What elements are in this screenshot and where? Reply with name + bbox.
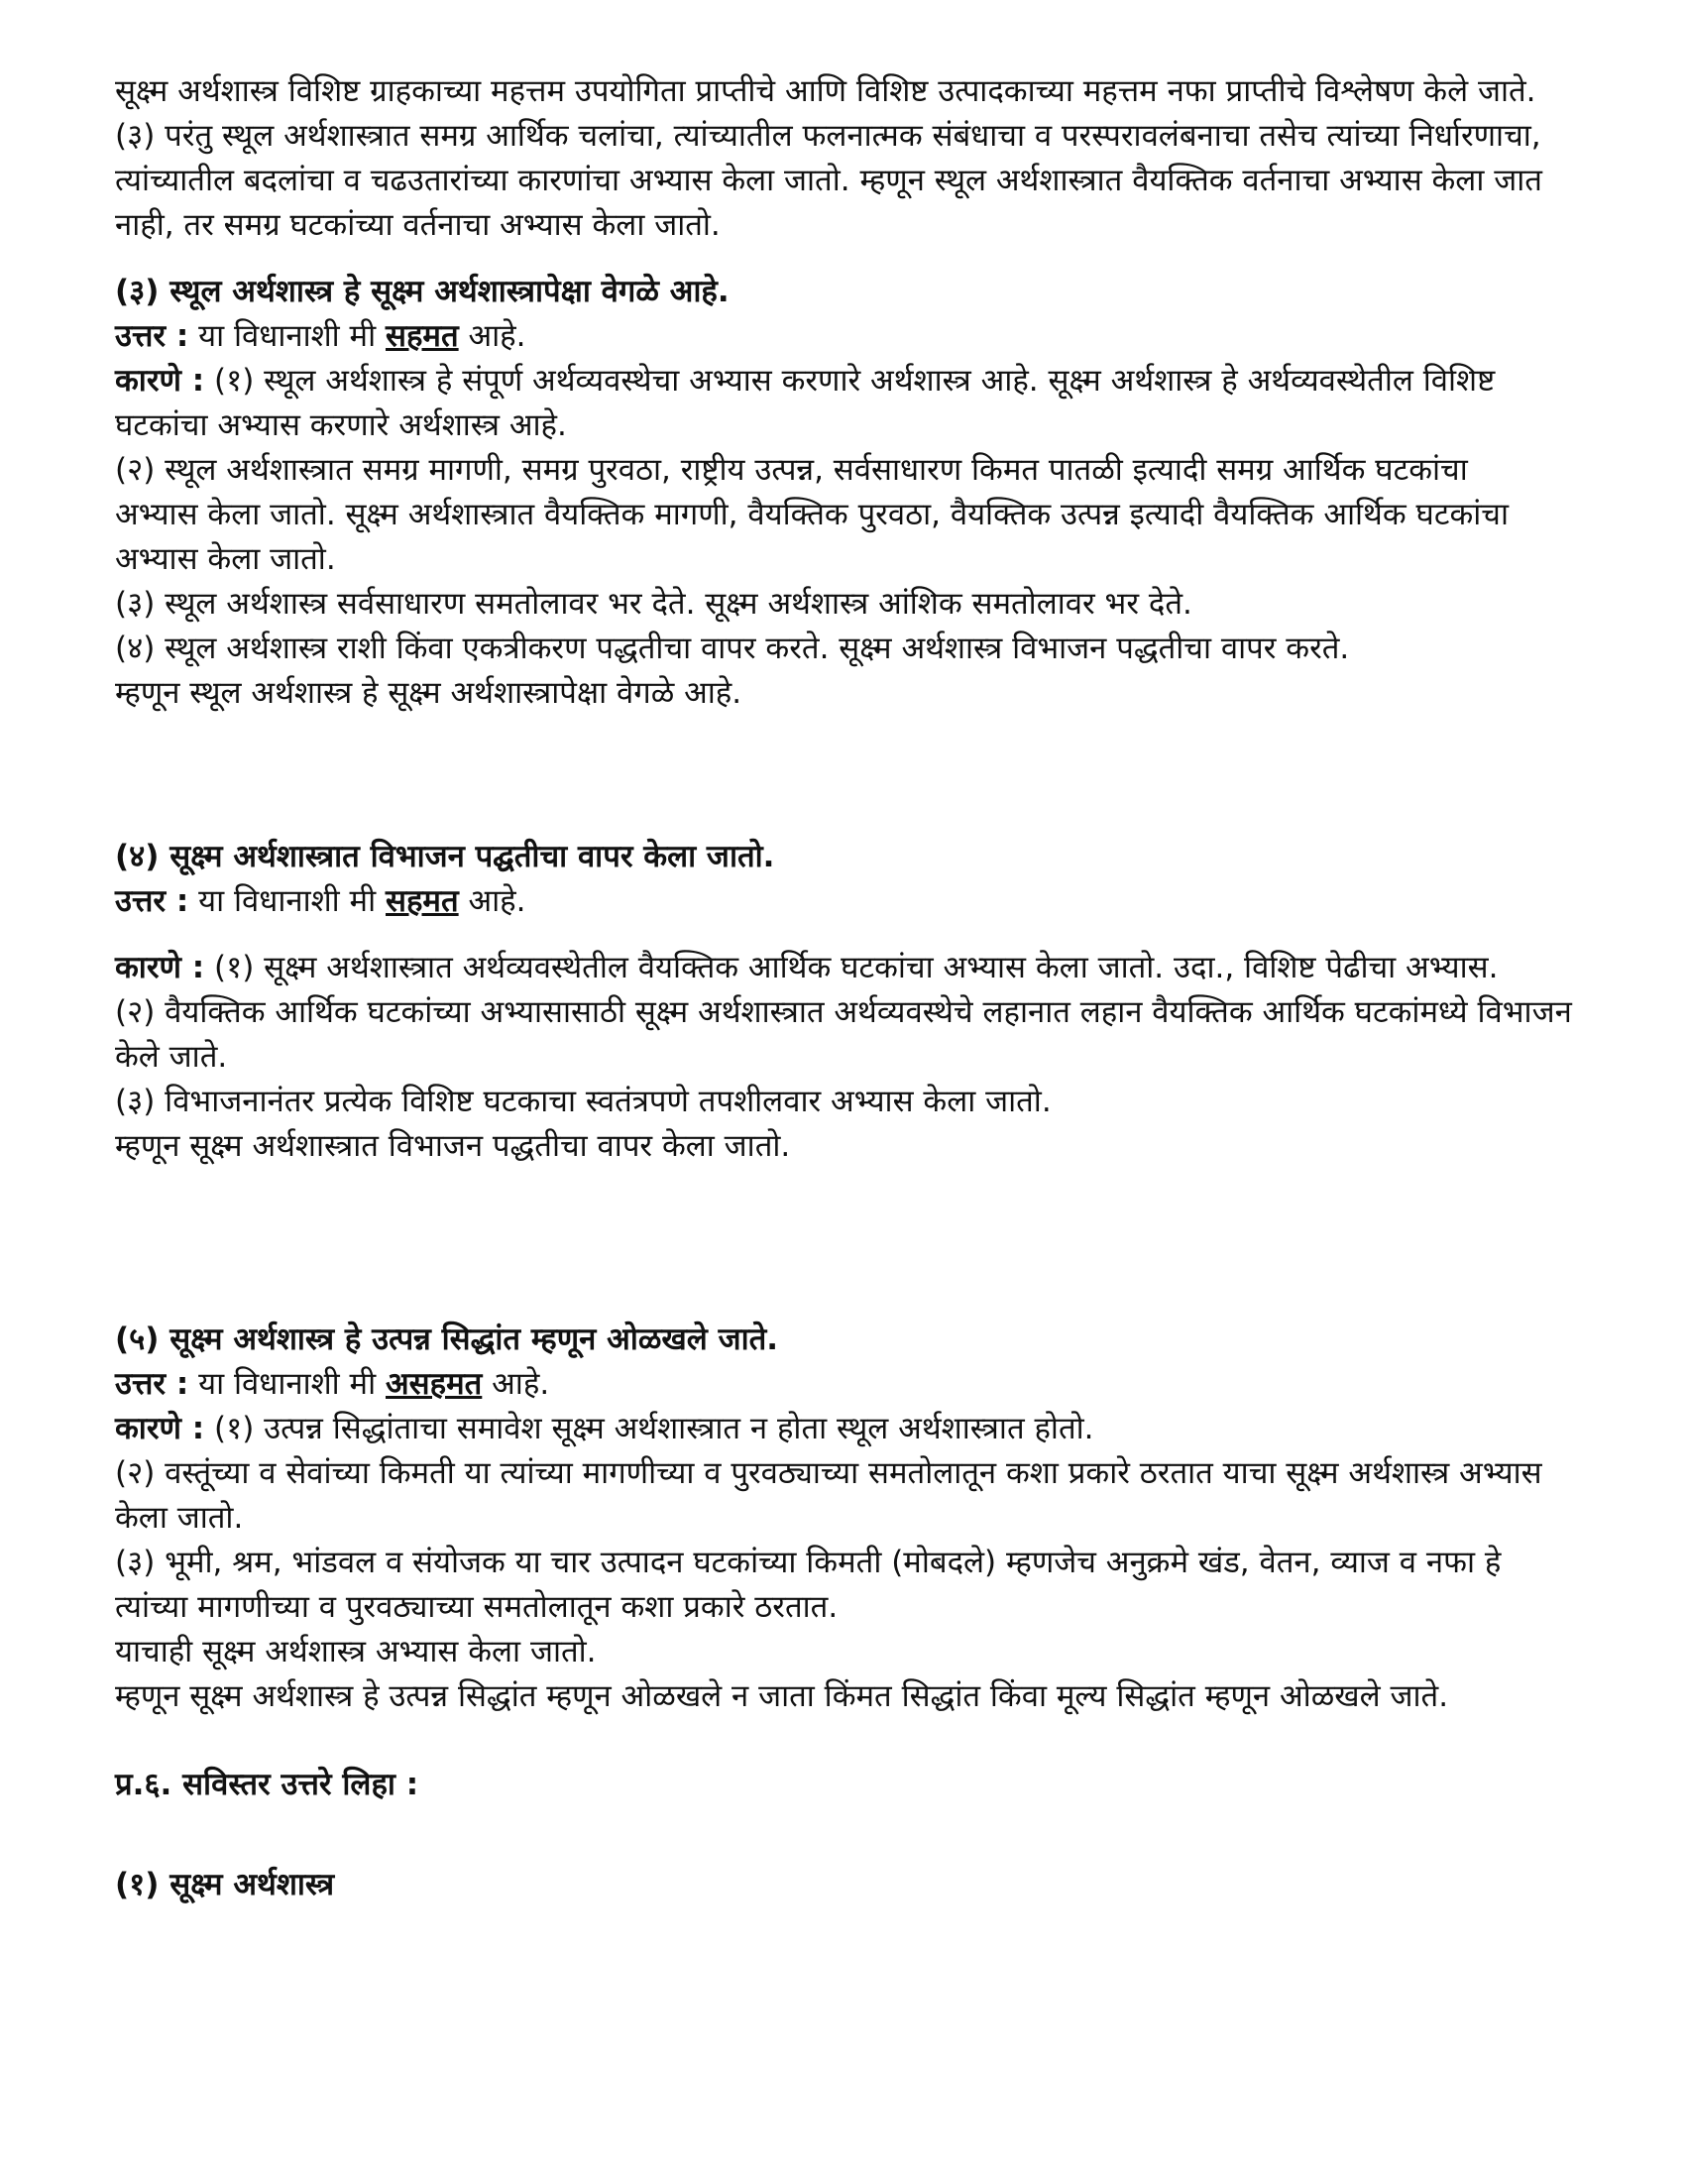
section-4-reason-2: (२) वैयक्तिक आर्थिक घटकांच्या अभ्यासासाठी सूक्ष्म अर्थशास्त्रात अर्थव्यवस्थेचे लहानात लहान वैयक्तिक आर्थिक घटकांमध्ये विभाजन केले जाते.	[115, 994, 1572, 1075]
intro-point-3: (३) परंतु स्थूल अर्थशास्त्रात समग्र आर्थिक चलांचा, त्यांच्यातील फलनात्मक संबंधाचा व परस्परावलंबनाचा तसेच त्यांच्या निर्धारणाचा, त्यांच्यातील बदलांचा व चढउतारांच्या कारणांचा अभ्यास केला जातो. म्हणून स्थूल अर्थशास्त्रात वैयक्तिक वर्तनाचा अभ्यास केला जात नाही, तर समग्र घटकांच्या वर्तनाचा अभ्यास केला जातो.	[115, 118, 1542, 243]
section-5-conclusion: म्हणून सूक्ष्म अर्थशास्त्र हे उत्पन्न सिद्धांत म्हणून ओळखले न जाता किंमत सिद्धांत किंवा मूल्य सिद्धांत म्हणून ओळखले जाते.	[115, 1678, 1449, 1714]
question-6-heading: प्र.६. सविस्तर उत्तरे लिहा :	[115, 1767, 419, 1802]
section-3-conclusion: म्हणून स्थूल अर्थशास्त्र हे सूक्ष्म अर्थशास्त्रापेक्षा वेगळे आहे.	[115, 675, 742, 711]
section-4-conclusion: म्हणून सूक्ष्म अर्थशास्त्रात विभाजन पद्धतीचा वापर केला जातो.	[115, 1128, 791, 1164]
answer-text: या विधानाशी मी	[198, 883, 377, 919]
intro-paragraph: सूक्ष्म अर्थशास्त्र विशिष्ट ग्राहकाच्या महत्तम उपयोगिता प्राप्तीचे आणि विशिष्ट उत्पादकाच्या महत्तम नफा प्राप्तीचे विश्लेषण केले जाते.	[115, 73, 1536, 109]
section-3-reason-2b: अभ्यास केला जातो. सूक्ष्म अर्थशास्त्रात वैयक्तिक मागणी, वैयक्तिक पुरवठा, वैयक्तिक उत्पन्न इत्यादी वैयक्तिक आर्थिक घटकांचा अभ्यास केला जातो.	[115, 497, 1510, 577]
section-5-heading: (५) सूक्ष्म अर्थशास्त्र हे उत्पन्न सिद्धांत म्हणून ओळखले जाते.	[115, 1322, 779, 1357]
answer-keyword: सहमत	[386, 883, 459, 919]
cut-off-line	[115, 1867, 1579, 1922]
answer-text: या विधानाशी मी	[198, 1366, 377, 1402]
section-5-reason-3b: याचाही सूक्ष्म अर्थशास्त्र अभ्यास केला जातो.	[115, 1634, 597, 1669]
answer-suffix: आहे.	[468, 883, 526, 919]
answer-keyword: सहमत	[386, 318, 459, 354]
answer-label: उत्तर :	[115, 318, 189, 354]
answer-suffix: आहे.	[468, 318, 526, 354]
section-4-heading: (४) सूक्ष्म अर्थशास्त्रात विभाजन पद्घतीचा वापर केला जातो.	[115, 839, 775, 874]
answer-label: उत्तर :	[115, 1366, 189, 1402]
section-5-reason-2: (२) वस्तूंच्या व सेवांच्या किमती या त्यांच्या मागणीच्या व पुरवठ्याच्या समतोलातून कशा प्रकारे ठरतात याचा सूक्ष्म अर्थशास्त्र अभ्यास केला जातो.	[115, 1455, 1542, 1536]
reason-text: (१) उत्पन्न सिद्धांताचा समावेश सूक्ष्म अर्थशास्त्रात न होता स्थूल अर्थशास्त्रात होतो.	[213, 1411, 1094, 1446]
reasons-label: कारणे :	[115, 363, 205, 399]
section-4-reason-1	[115, 946, 1579, 990]
answer-suffix: आहे.	[492, 1366, 550, 1402]
section-3-heading: (३) स्थूल अर्थशास्त्र हे सूक्ष्म अर्थशास्त्रापेक्षा वेगळे आहे.	[115, 274, 730, 309]
reasons-label: कारणे :	[115, 1411, 205, 1446]
section-3-reason-4: (४) स्थूल अर्थशास्त्र राशी किंवा एकत्रीकरण पद्धतीचा वापर करते. सूक्ष्म अर्थशास्त्र विभाजन पद्धतीचा वापर करते.	[115, 631, 1350, 666]
cut-off-text: (१) सूक्ष्म अर्थशास्त्र	[115, 1867, 335, 1902]
section-5-reason-1	[115, 1407, 1579, 1451]
section-4-answer	[115, 879, 1579, 924]
reasons-label: कारणे :	[115, 950, 205, 985]
answer-text: या विधानाशी मी	[198, 318, 377, 354]
section-3-answer	[115, 314, 1579, 359]
section-3-reason-1	[115, 359, 1579, 448]
section-3-reason-3: (३) स्थूल अर्थशास्त्र सर्वसाधारण समतोलावर भर देते. सूक्ष्म अर्थशास्त्र आंशिक समतोलावर भर देते.	[115, 586, 1192, 622]
section-4-reason-3: (३) विभाजनानंतर प्रत्येक विशिष्ट घटकाचा स्वतंत्रपणे तपशीलवार अभ्यास केला जातो.	[115, 1084, 1052, 1119]
section-3-reason-2a: (२) स्थूल अर्थशास्त्रात समग्र मागणी, समग्र पुरवठा, राष्ट्रीय उत्पन्न, सर्वसाधारण किमत पातळी इत्यादी समग्र आर्थिक घटकांचा	[115, 452, 1468, 488]
reason-text: (१) स्थूल अर्थशास्त्र हे संपूर्ण अर्थव्यवस्थेचा अभ्यास करणारे अर्थशास्त्र आहे. सूक्ष्म अर्थशास्त्र हे अर्थव्यवस्थेतील विशिष्ट घटकांचा अभ्यास करणारे अर्थशास्त्र आहे.	[115, 363, 1496, 443]
reason-text: (१) सूक्ष्म अर्थशास्त्रात अर्थव्यवस्थेतील वैयक्तिक आर्थिक घटकांचा अभ्यास केला जातो. उदा., विशिष्ट पेढीचा अभ्यास.	[213, 950, 1499, 985]
section-5-answer	[115, 1362, 1579, 1407]
section-5-reason-3: (३) भूमी, श्रम, भांडवल व संयोजक या चार उत्पादन घटकांच्या किमती (मोबदले) म्हणजेच अनुक्रमे खंड, वेतन, व्याज व नफा हे त्यांच्या मागणीच्या व पुरवठ्याच्या समतोलातून कशा प्रकारे ठरतात.	[115, 1545, 1502, 1625]
answer-label: उत्तर :	[115, 883, 189, 919]
answer-keyword: असहमत	[386, 1366, 483, 1402]
